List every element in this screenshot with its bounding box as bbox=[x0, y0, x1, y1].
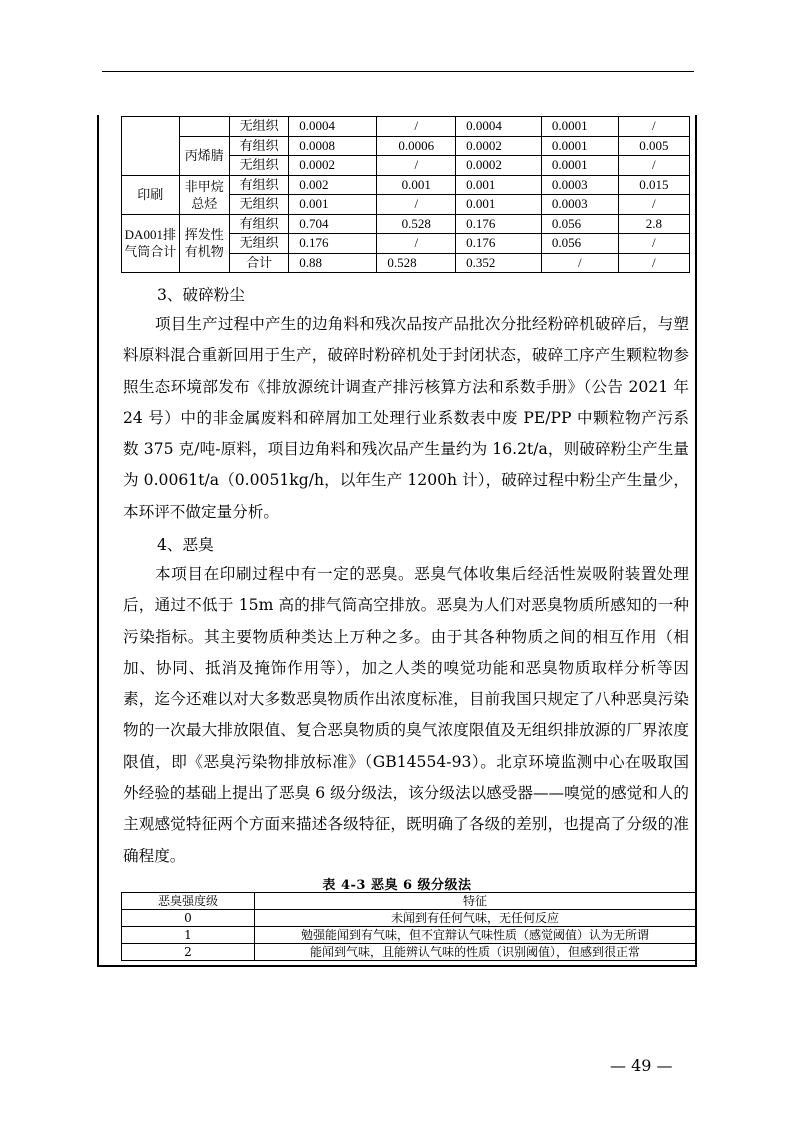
page-number: — 49 — bbox=[610, 1056, 673, 1075]
value-cell: 0.0004 bbox=[456, 117, 542, 137]
value-cell: / bbox=[618, 253, 689, 273]
value-cell: / bbox=[618, 234, 689, 254]
odor-table bbox=[121, 892, 696, 961]
column-header: 恶臭强度级 bbox=[122, 893, 255, 910]
pollutant-cell: 非甲烷总烃 bbox=[179, 175, 229, 214]
header-rule bbox=[102, 71, 694, 72]
value-cell: 0.704 bbox=[289, 214, 377, 234]
value-cell: 0.0008 bbox=[289, 136, 377, 156]
value-cell: / bbox=[377, 195, 456, 215]
source-cell bbox=[122, 117, 180, 176]
emission-type: 有组织 bbox=[229, 214, 288, 234]
table-row bbox=[122, 117, 690, 137]
value-cell: 0.0002 bbox=[456, 136, 542, 156]
value-cell: 0.0003 bbox=[541, 195, 618, 215]
value-cell: 0.0002 bbox=[456, 156, 542, 176]
emission-type: 无组织 bbox=[229, 195, 288, 215]
value-cell: 0.528 bbox=[377, 214, 456, 234]
value-cell: 0.176 bbox=[456, 234, 542, 254]
value-cell: 0.005 bbox=[618, 136, 689, 156]
table-row bbox=[122, 944, 696, 961]
value-cell: 0.0003 bbox=[541, 175, 618, 195]
pollutant-cell: 丙烯腈 bbox=[179, 136, 229, 175]
value-cell: 0.0002 bbox=[289, 156, 377, 176]
column-header: 特征 bbox=[255, 893, 696, 910]
emission-type: 无组织 bbox=[229, 234, 288, 254]
level-cell: 2 bbox=[122, 944, 255, 961]
table-row bbox=[122, 910, 696, 927]
section-body bbox=[123, 559, 689, 872]
value-cell: 0.015 bbox=[618, 175, 689, 195]
value-cell: 0.352 bbox=[456, 253, 542, 273]
table-row bbox=[122, 927, 696, 944]
pollutant-cell bbox=[179, 117, 229, 137]
value-cell: 0.0004 bbox=[289, 117, 377, 137]
value-cell: 0.0006 bbox=[377, 136, 456, 156]
table-caption: 表 4-3 恶臭 6 级分级法 bbox=[322, 878, 472, 893]
value-cell: 0.528 bbox=[377, 253, 456, 273]
paragraph: 项目生产过程中产生的边角料和残次品按产品批次分批经粉碎机破碎后，与塑料原料混合重新回用于生产，破碎时粉碎机处于封闭状态，破碎工序产生颗粒物参照生态环境部发布《排放源统计调查产排污核算方法和系数手册》（公告 2021 年 24 号）中的非金属废料和碎屑加工处理行业系数表中废 PE/PP 中颗粒物产污系数 375 克/吨-原料，项目边角料和残次品产生量约为 16.2t/a，则破碎粉尘产生量为 0.0061t/a（0.0051kg/h，以年生产 1200h 计），破碎过程中粉尘产生量少，本环评不做定量分析。 bbox=[123, 315, 689, 521]
value-cell: / bbox=[377, 234, 456, 254]
pollutant-cell: 挥发性有机物 bbox=[179, 214, 229, 273]
feature-cell: 未闻到有任何气味，无任何反应 bbox=[255, 910, 696, 927]
value-cell: 0.002 bbox=[289, 175, 377, 195]
emission-type: 无组织 bbox=[229, 117, 288, 137]
section-body bbox=[123, 309, 689, 528]
value-cell: 0.176 bbox=[289, 234, 377, 254]
table-row bbox=[122, 136, 690, 156]
feature-cell: 能闻到气味，且能辨认气味的性质（识别阈值），但感到很正常 bbox=[255, 944, 696, 961]
paragraph: 本项目在印刷过程中有一定的恶臭。恶臭气体收集后经活性炭吸附装置处理后，通过不低于 15m 高的排气筒高空排放。恶臭为人们对恶臭物质所感知的一种污染指标。其主要物质种类达上万种之多。由于其各种物质之间的相互作用（相加、协同、抵消及掩饰作用等），加之人类的嗅觉功能和恶臭物质取样分析等因素，迄今还难以对大多数恶臭物质作出浓度标准，目前我国只规定了八种恶臭污染物的一次最大排放限值、复合恶臭物质的臭气浓度限值及无组织排放源的厂界浓度限值，即《恶臭污染物排放标准》（GB14554-93）。北京环境监测中心在吸取国外经验的基础上提出了恶臭 6 级分级法，该分级法以感受器——嗅觉的感觉和人的主观感觉特征两个方面来描述各级特征，既明确了各级的差别，也提高了分级的准确程度。 bbox=[123, 565, 689, 865]
value-cell: 0.0001 bbox=[541, 136, 618, 156]
value-cell: / bbox=[618, 195, 689, 215]
emission-type: 有组织 bbox=[229, 175, 288, 195]
level-cell: 0 bbox=[122, 910, 255, 927]
feature-cell: 勉强能闻到有气味，但不宜辩认气味性质（感觉阈值）认为无所谓 bbox=[255, 927, 696, 944]
value-cell: 2.8 bbox=[618, 214, 689, 234]
value-cell: / bbox=[618, 156, 689, 176]
value-cell: 0.001 bbox=[456, 195, 542, 215]
value-cell: 0.001 bbox=[456, 175, 542, 195]
value-cell: 0.056 bbox=[541, 234, 618, 254]
source-cell: DA001排气筒合计 bbox=[122, 214, 180, 273]
value-cell: 0.001 bbox=[377, 175, 456, 195]
value-cell: 0.001 bbox=[289, 195, 377, 215]
value-cell: 0.0001 bbox=[541, 156, 618, 176]
value-cell: / bbox=[377, 156, 456, 176]
source-cell: 印刷 bbox=[122, 175, 180, 214]
value-cell: 0.0001 bbox=[541, 117, 618, 137]
value-cell: / bbox=[377, 117, 456, 137]
table-row bbox=[122, 214, 690, 234]
value-cell: / bbox=[541, 253, 618, 273]
section-heading: 3、破碎粉尘 bbox=[157, 286, 245, 304]
emission-table bbox=[121, 116, 690, 273]
emission-type: 有组织 bbox=[229, 136, 288, 156]
emission-type: 无组织 bbox=[229, 156, 288, 176]
value-cell: / bbox=[618, 117, 689, 137]
value-cell: 0.88 bbox=[289, 253, 377, 273]
table-header-row bbox=[122, 893, 696, 910]
value-cell: 0.056 bbox=[541, 214, 618, 234]
level-cell: 1 bbox=[122, 927, 255, 944]
emission-type: 合计 bbox=[229, 253, 288, 273]
section-heading: 4、恶臭 bbox=[157, 536, 214, 554]
value-cell: 0.176 bbox=[456, 214, 542, 234]
table-row bbox=[122, 175, 690, 195]
